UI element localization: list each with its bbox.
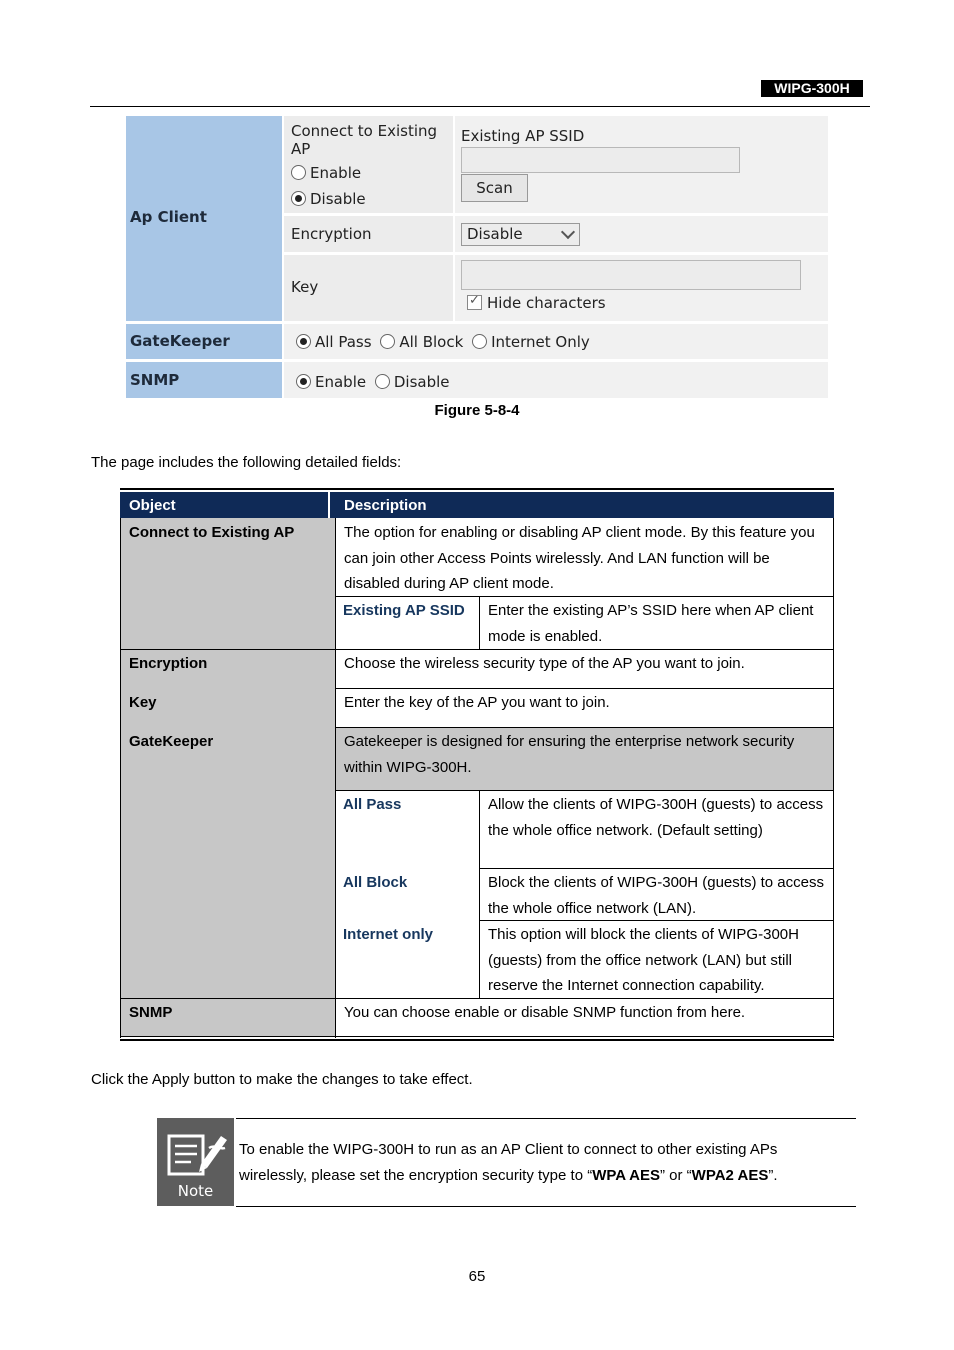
- gk-internet-only-option[interactable]: Internet Only: [472, 333, 590, 351]
- note-icon-label: Note: [177, 1182, 214, 1200]
- snmp-disable-radio[interactable]: [375, 374, 390, 389]
- row-allblock-subobject: All Block: [343, 874, 408, 891]
- ap-client-settings-figure: [126, 116, 828, 398]
- row-internet-subobject: Internet only: [343, 926, 434, 943]
- snmp-options-cell: [284, 362, 828, 398]
- gk-all-block-option[interactable]: All Block: [380, 333, 463, 351]
- row-gatekeeper-description: Gatekeeper is designed for ensuring the enterprise network security within WIPG-300H.: [335, 727, 834, 790]
- gk-internet-only-radio[interactable]: [472, 334, 487, 349]
- row-encryption-description: Choose the wireless security type of the AP you want to join.: [344, 655, 745, 672]
- figure-caption: Figure 5-8-4: [434, 402, 520, 419]
- connect-existing-ap-label: Connect to Existing AP: [291, 122, 438, 158]
- connect-enable-radio[interactable]: [291, 165, 306, 180]
- snmp-enable-option[interactable]: Enable: [296, 373, 366, 391]
- existing-ssid-label: Existing AP SSID: [461, 127, 585, 145]
- hide-characters-option[interactable]: ✓Hide characters: [461, 294, 828, 312]
- gk-all-pass-option[interactable]: All Pass: [296, 333, 372, 351]
- scan-button[interactable]: Scan: [461, 174, 528, 202]
- note-top-rule: [236, 1118, 856, 1119]
- row-allpass-description: Allow the clients of WIPG-300H (guests) to access the whole office network. (Default setting): [488, 796, 824, 839]
- encryption-select[interactable]: Disable: [461, 223, 580, 246]
- existing-ssid-cell: [455, 116, 828, 213]
- note-pencil-icon: [157, 1118, 234, 1182]
- connect-existing-ap-cell: [284, 116, 453, 213]
- row-snmp-description: You can choose enable or disable SNMP function from here.: [344, 1004, 746, 1021]
- gatekeeper-label: GateKeeper: [126, 324, 282, 359]
- row-encryption-object: Encryption: [120, 649, 335, 688]
- gk-all-pass-radio[interactable]: [296, 334, 311, 349]
- table-top-rule: [120, 488, 834, 490]
- snmp-disable-option[interactable]: Disable: [375, 373, 450, 391]
- row-internet-description: This option will block the clients of WIPG-300H (guests) from the office network (LAN) but still reserve the Internet connection capability.: [488, 926, 799, 994]
- key-input[interactable]: [461, 260, 801, 290]
- header-rule: [90, 106, 870, 107]
- connect-enable-option[interactable]: Enable: [291, 164, 453, 182]
- chevron-down-icon: [561, 225, 575, 239]
- note-bottom-rule: [236, 1206, 856, 1207]
- hide-characters-checkbox[interactable]: [467, 295, 482, 310]
- key-label: Key: [291, 278, 319, 296]
- row-snmp-object: SNMP: [120, 998, 335, 1036]
- table-header-description: Description: [330, 492, 834, 518]
- existing-ssid-input[interactable]: [461, 147, 740, 173]
- table-header-object: Object: [120, 492, 328, 518]
- row-allblock-description: Block the clients of WIPG-300H (guests) to access the whole office network (LAN).: [488, 874, 824, 917]
- connect-disable-radio[interactable]: [291, 191, 306, 206]
- note-icon: [157, 1118, 234, 1206]
- row-key-description: Enter the key of the AP you want to join.: [344, 694, 610, 711]
- connect-disable-option[interactable]: Disable: [291, 190, 453, 208]
- apply-instruction: Click the Apply button to make the changes to take effect.: [91, 1071, 473, 1088]
- snmp-enable-radio[interactable]: [296, 374, 311, 389]
- fields-description-table: [120, 488, 834, 1042]
- row-key-object: Key: [120, 688, 335, 727]
- key-value-cell: [455, 255, 828, 321]
- model-badge: WIPG-300H: [761, 80, 863, 97]
- row-connect-description: The option for enabling or disabling AP client mode. By this feature you can join other Access Points wirelessly. And LAN function will be disabled during AP client mode.: [344, 524, 815, 592]
- ap-client-label: Ap Client: [126, 116, 282, 321]
- key-cell: [284, 255, 453, 321]
- note-text: To enable the WIPG-300H to run as an AP Client to connect to other existing APs wirelessly, please set the encryption security type to “WPA AES” or “WPA2 AES”.: [239, 1141, 778, 1184]
- encryption-cell: [284, 216, 453, 252]
- row-ssid-subobject: Existing AP SSID: [343, 602, 465, 619]
- intro-text: The page includes the following detailed fields:: [91, 454, 402, 471]
- gk-all-block-radio[interactable]: [380, 334, 395, 349]
- row-gatekeeper-object: GateKeeper: [120, 727, 335, 998]
- row-connect-object: Connect to Existing AP: [120, 518, 335, 649]
- row-allpass-subobject: All Pass: [343, 796, 402, 813]
- snmp-label: SNMP: [126, 362, 282, 398]
- encryption-value-cell: [455, 216, 828, 252]
- row-ssid-description: Enter the existing AP’s SSID here when AP client mode is enabled.: [488, 602, 814, 645]
- page-number: 65: [468, 1268, 486, 1285]
- gatekeeper-options-cell: [284, 324, 828, 359]
- encryption-label: Encryption: [291, 225, 372, 243]
